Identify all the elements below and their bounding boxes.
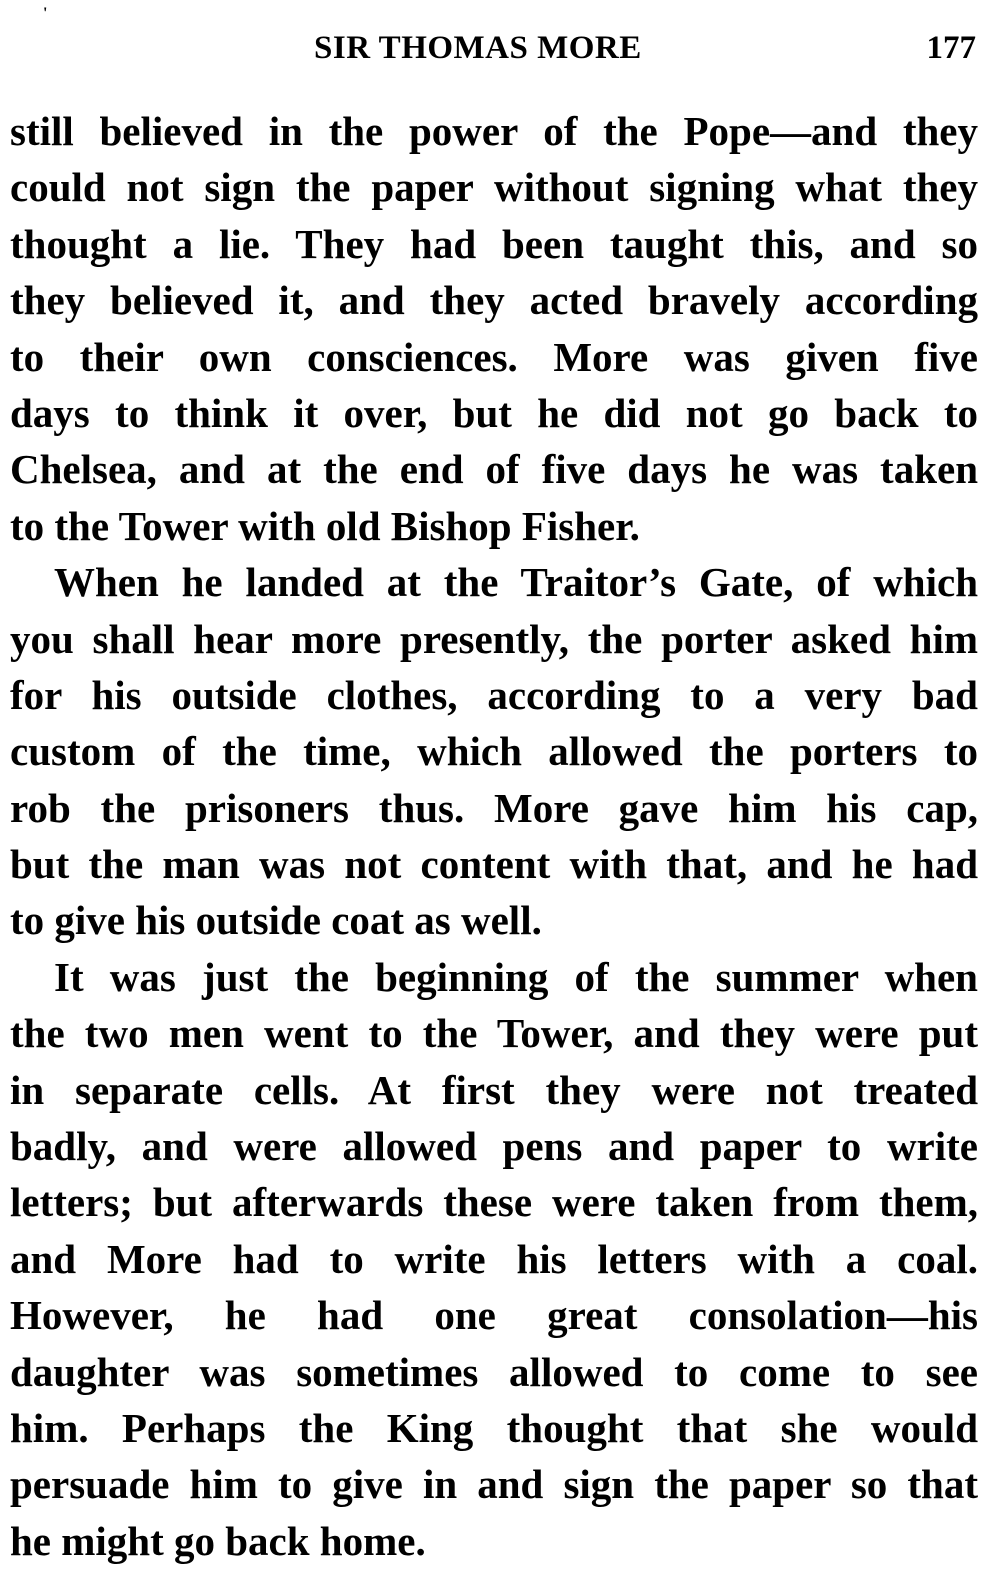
text-line: for his outside clothes, according to a very bad bbox=[10, 671, 978, 718]
text-line: and More had to write his letters with a coal. bbox=[10, 1235, 978, 1282]
text-line: to the Tower with old Bishop Fisher. bbox=[10, 502, 640, 549]
text-line: thought a lie. They had been taught this, and so bbox=[10, 220, 978, 267]
text-line: days to think it over, but he did not go back to bbox=[10, 389, 978, 436]
running-title: SIR THOMAS MORE bbox=[314, 30, 642, 66]
text-line: he might go back home. bbox=[10, 1517, 426, 1564]
text-line: could not sign the paper without signing what they bbox=[10, 164, 978, 211]
text-line: the two men went to the Tower, and they were put bbox=[10, 1010, 978, 1057]
text-line: they believed it, and they acted bravely according bbox=[10, 277, 978, 324]
text-line: Chelsea, and at the end of five days he was taken bbox=[10, 446, 978, 493]
text-line: daughter was sometimes allowed to come to see bbox=[10, 1348, 978, 1395]
page-header bbox=[0, 26, 1000, 70]
text-line: still believed in the power of the Pope—and they bbox=[10, 108, 978, 154]
text-line: persuade him to give in and sign the paper so that bbox=[10, 1461, 978, 1508]
margin-mark: ' bbox=[43, 5, 48, 22]
text-line: badly, and were allowed pens and paper to write bbox=[10, 1123, 978, 1170]
text-line: but the man was not content with that, and he had bbox=[10, 841, 978, 888]
text-line: However, he had one great consolation—his bbox=[10, 1292, 978, 1339]
text-line: in separate cells. At first they were not treated bbox=[10, 1066, 978, 1113]
text-line: letters; but afterwards these were taken from them, bbox=[10, 1179, 978, 1226]
text-line: to give his outside coat as well. bbox=[10, 897, 542, 944]
page-number: 177 bbox=[926, 30, 976, 66]
text-line: you shall hear more presently, the porter asked him bbox=[10, 615, 978, 662]
text-line: to their own consciences. More was given five bbox=[10, 333, 978, 380]
text-line: him. Perhaps the King thought that she would bbox=[10, 1404, 978, 1451]
body-text bbox=[10, 103, 978, 1569]
text-line: It was just the beginning of the summer when bbox=[54, 953, 978, 1000]
text-line: rob the prisoners thus. More gave him his cap, bbox=[10, 784, 978, 831]
text-line: custom of the time, which allowed the porters to bbox=[10, 728, 978, 775]
text-line: When he landed at the Traitor’s Gate, of which bbox=[54, 559, 978, 606]
